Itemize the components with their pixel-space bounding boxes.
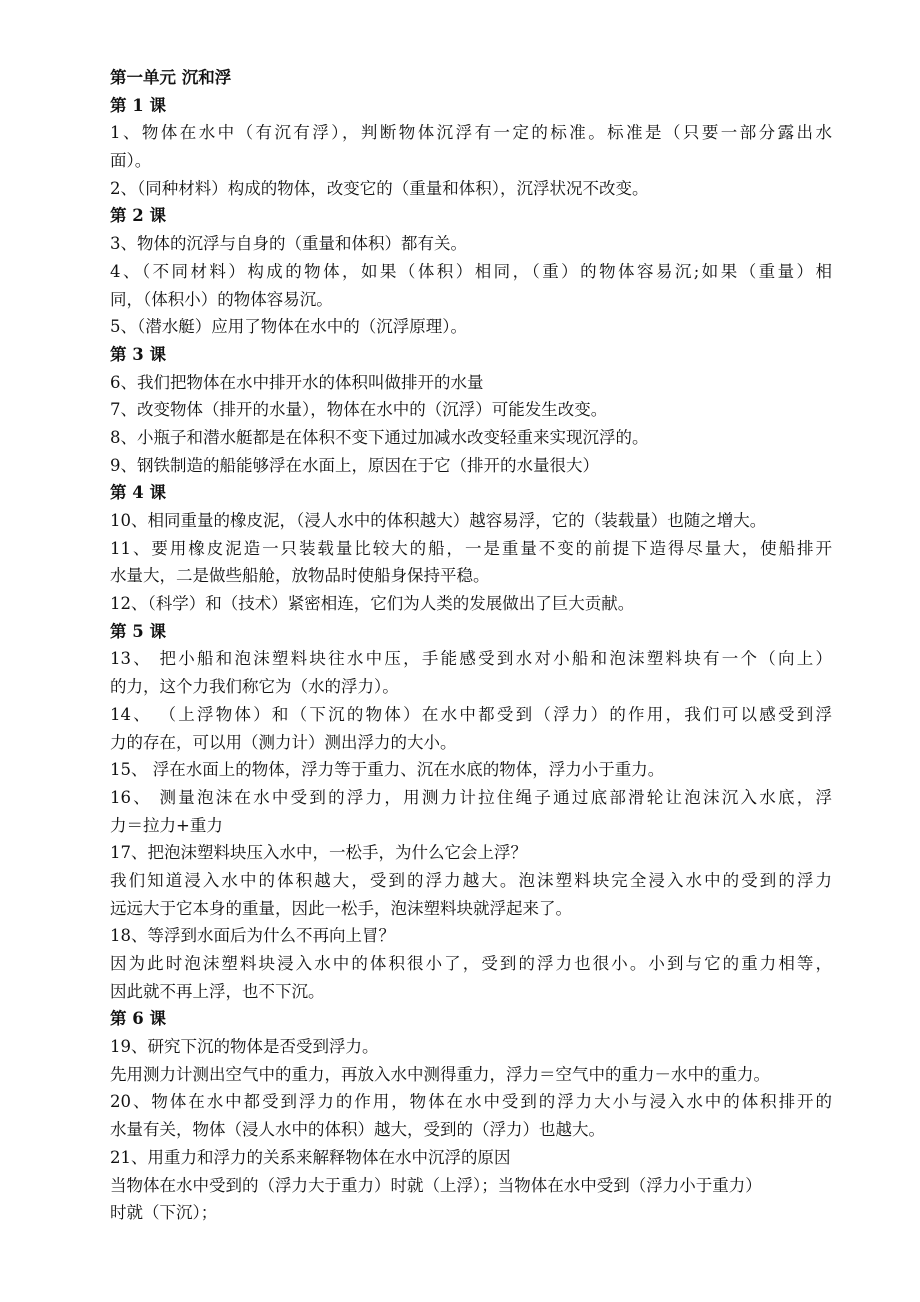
text-line: 16、 测量泡沫在水中受到的浮力，用测力计拉住绳子通过底部滑轮让泡沫沉入水底，浮	[110, 787, 832, 807]
text-line: 面）。	[110, 151, 152, 171]
text-line: 远远大于它本身的重量，因此一松手，泡沫塑料块就浮起来了。	[110, 898, 572, 918]
text-line: 因此就不再上浮，也不下沉。	[110, 981, 325, 1001]
text-line: 水量大，二是做些船舱，放物品时使船身保持平稳。	[110, 566, 490, 586]
text-line: 9、钢铁制造的船能够浮在水面上，原因在于它（排开的水量很大）	[110, 455, 599, 475]
text-line: 我们知道浸入水中的体积越大，受到的浮力越大。泡沫塑料块完全浸入水中的受到的浮力	[110, 870, 832, 890]
text-line: 8、小瓶子和潜水艇都是在体积不变下通过加减水改变轻重来实现沉浮的。	[110, 427, 649, 447]
text-line: 当物体在水中受到的（浮力大于重力）时就（上浮）；当物体在水中受到（浮力小于重力）	[110, 1175, 762, 1195]
section-heading: 第 2 课	[110, 206, 166, 226]
text-line: 先用测力计测出空气中的重力，再放入水中测得重力，浮力＝空气中的重力－水中的重力。	[110, 1064, 770, 1084]
text-line: 4、（不同材料）构成的物体，如果（体积）相同，（重）的物体容易沉;如果（重量）相	[110, 261, 832, 281]
text-line: 19、研究下沉的物体是否受到浮力。	[110, 1037, 379, 1057]
text-line: 10、相同重量的橡皮泥，（浸人水中的体积越大）越容易浮，它的（装载量）也随之增大。	[110, 511, 767, 530]
text-line: 20、物体在水中都受到浮力的作用，物体在水中受到的浮力大小与浸入水中的体积排开的	[110, 1092, 832, 1112]
section-heading: 第 3 课	[110, 344, 166, 364]
text-line: 力的存在，可以用（测力计）测出浮力的大小。	[110, 732, 457, 752]
text-line: 1、物体在水中（有沉有浮），判断物体沉浮有一定的标准。标准是（只要一部分露出水	[110, 123, 832, 143]
section-heading: 第 1 课	[110, 95, 166, 115]
text-line: 17、把泡沫塑料块压入水中，一松手，为什么它会上浮？	[110, 843, 527, 863]
section-heading: 第 6 课	[110, 1009, 166, 1029]
text-line: 14、 （上浮物体）和（下沉的物体）在水中都受到（浮力）的作用，我们可以感受到浮	[110, 704, 832, 724]
section-heading: 第 4 课	[110, 483, 166, 503]
text-line: 15、 浮在水面上的物体，浮力等于重力、沉在水底的物体，浮力小于重力。	[110, 760, 665, 780]
section-heading: 第一单元 沉和浮	[110, 68, 232, 87]
document-page	[110, 64, 832, 1227]
text-line: 7、改变物体（排开的水量），物体在水中的（沉浮）可能发生改变。	[110, 400, 608, 420]
text-line: 6、我们把物体在水中排开水的体积叫做排开的水量	[110, 372, 484, 392]
text-line: 13、 把小船和泡沫塑料块往水中压，手能感受到水对小船和泡沫塑料块有一个（向上）	[110, 649, 832, 669]
text-line: 的力，这个力我们称它为（水的浮力）。	[110, 677, 399, 697]
text-line: 12、（科学）和（技术）紧密相连，它们为人类的发展做出了巨大贡献。	[110, 594, 635, 614]
section-heading: 第 5 课	[110, 621, 166, 641]
text-line: 力＝拉力+重力	[110, 815, 223, 835]
text-line: 5、（潜水艇）应用了物体在水中的（沉浮原理）。	[110, 317, 467, 337]
text-line: 11、要用橡皮泥造一只装载量比较大的船，一是重量不变的前提下造得尽量大，使船排开	[110, 538, 832, 558]
text-line: 水量有关，物体（浸人水中的体积）越大，受到的（浮力）也越大。	[110, 1120, 605, 1140]
text-line: 因为此时泡沫塑料块浸入水中的体积很小了，受到的浮力也很小。小到与它的重力相等，	[110, 954, 832, 973]
text-line: 21、用重力和浮力的关系来解释物体在水中沉浮的原因	[110, 1147, 511, 1167]
text-line: 2、（同种材料）构成的物体，改变它的（重量和体积），沉浮状况不改变。	[110, 178, 649, 198]
text-line: 3、物体的沉浮与自身的（重量和体积）都有关。	[110, 234, 467, 254]
text-line: 同，（体积小）的物体容易沉。	[110, 289, 333, 309]
text-line: 时就（下沉）；	[110, 1203, 218, 1223]
text-line: 18、等浮到水面后为什么不再向上冒？	[110, 926, 395, 946]
